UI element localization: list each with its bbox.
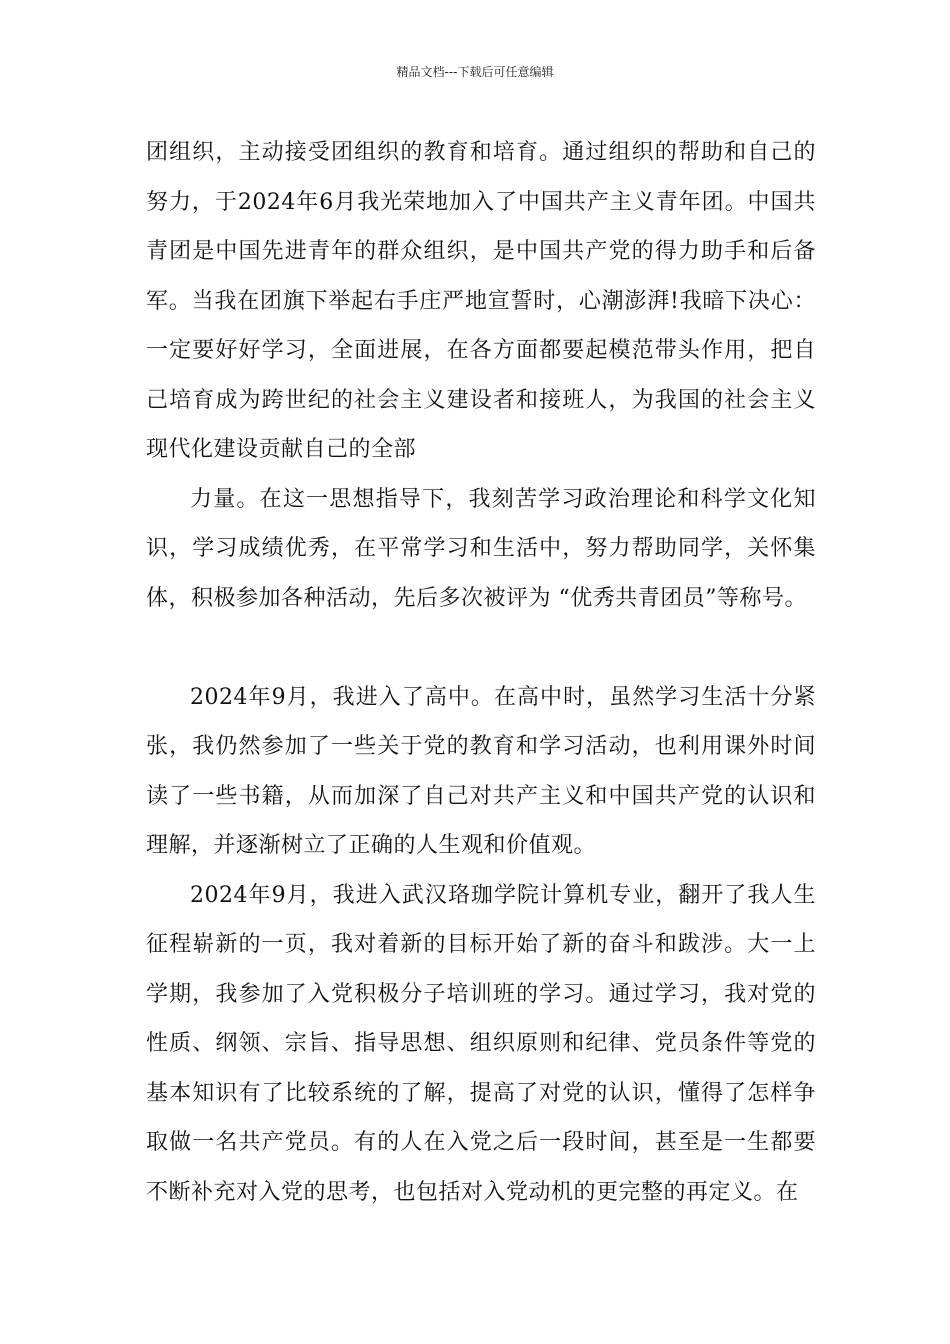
paragraph-2: 力量。在这一思想指导下，我刻苦学习政治理论和科学文化知识，学习成绩优秀，在平常学习和生活中，努力帮助同学，关怀集体，积极参加各种活动，先后多次被评为 “优秀共青团员”等称号。 bbox=[146, 486, 816, 611]
document-body bbox=[146, 128, 816, 1217]
paragraph-1: 团组织，主动接受团组织的教育和培育。通过组织的帮助和自己的努力，于2024年6月我光荣地加入了中国共产主义青年团。中国共青团是中国先进青年的群众组织，是中国共产党的得力助手和后备军。当我在团旗下举起右手庄严地宣誓时，心潮澎湃!我暗下决心：一定要好好学习，全面进展，在各方面都要起模范带头作用，把自己培育成为跨世纪的社会主义建设者和接班人，为我国的社会主义现代化建设贡献自己的全部 bbox=[146, 140, 816, 462]
paragraph-gap bbox=[146, 623, 816, 673]
paragraph-4: 2024年9月，我进入武汉珞珈学院计算机专业，翻开了我人生征程崭新的一页，我对着新的目标开始了新的奋斗和跋涉。大一上学期，我参加了入党积极分子培训班的学习。通过学习，我对党的性质、纲领、宗旨、指导思想、组织原则和纪律、党员条件等党的基本知识有了比较系统的了解，提高了对党的认识，懂得了怎样争取做一名共产党员。有的人在入党之后一段时间，甚至是一生都要不断补充对入党的思考，也包括对入党动机的更完整的再定义。在 bbox=[146, 882, 816, 1205]
page-header: 精品文档---下载后可任意编辑 bbox=[396, 65, 554, 79]
paragraph-3: 2024年9月，我进入了高中。在高中时，虽然学习生活十分紧张，我仍然参加了一些关于党的教育和学习活动，也利用课外时间读了一些书籍，从而加深了自己对共产主义和中国共产党的认识和理解，并逐渐树立了正确的人生观和价值观。 bbox=[146, 684, 816, 858]
